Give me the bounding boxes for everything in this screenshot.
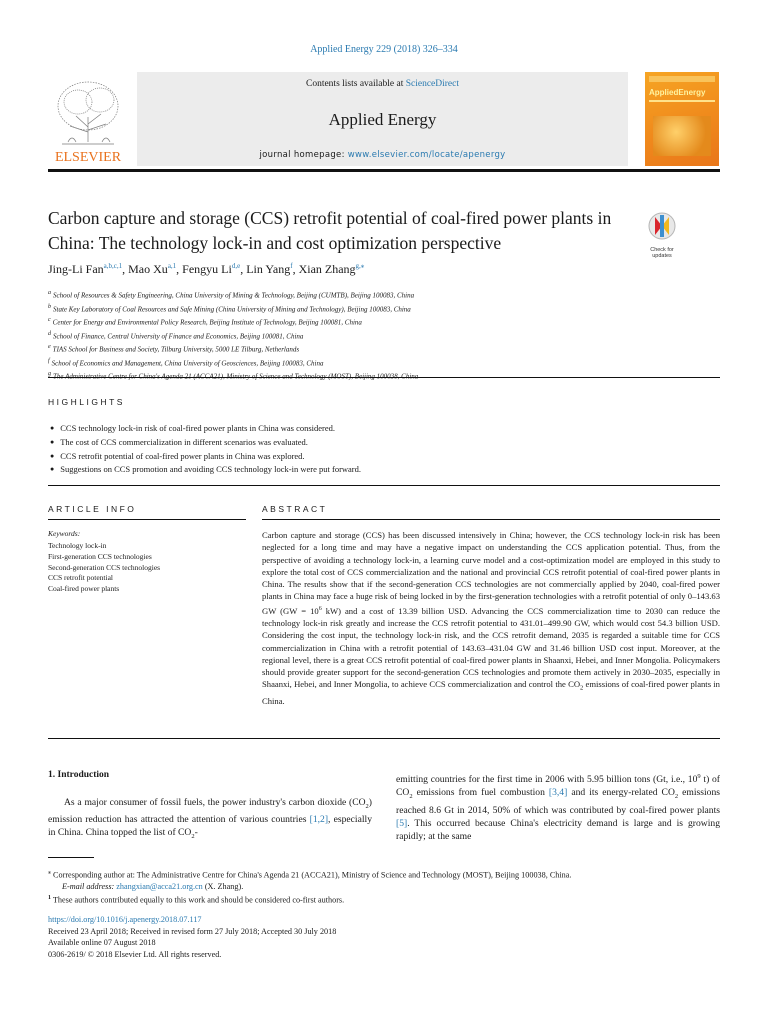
footnotes <box>48 868 720 906</box>
abstract-rule <box>262 519 720 520</box>
elsevier-logo <box>48 72 128 164</box>
body-text: , especially in China. China topped the list of CO <box>48 814 372 839</box>
check-for-updates-button[interactable] <box>642 212 682 262</box>
elsevier-tree-icon <box>48 72 128 164</box>
affiliation-list <box>48 288 720 383</box>
header-rule <box>48 169 720 172</box>
subscript: 2 <box>191 833 195 841</box>
homepage-line <box>137 150 628 160</box>
affiliation-item <box>48 342 720 356</box>
cover-band <box>649 76 715 82</box>
received-dates: Received 23 April 2018; Received in revised form 27 July 2018; Accepted 30 July 2018 <box>48 926 337 936</box>
abstract-subscript: 2 <box>580 685 584 693</box>
contents-line <box>137 79 628 89</box>
affiliation-item <box>48 369 720 383</box>
copyright-line: 0306-2619/ © 2018 Elsevier Ltd. All rights reserved. <box>48 949 222 959</box>
abstract-exponent: 6 <box>318 605 322 612</box>
footnote-text: These authors contributed equally to this work and should be considered co-first authors. <box>51 895 345 905</box>
cover-title <box>649 88 705 97</box>
body-text: As a major consumer of fossil fuels, the power industry's carbon dioxide (CO <box>64 797 366 808</box>
author-name[interactable]: Fengyu Li <box>182 262 232 276</box>
abstract-part2: kW) and a cost of 13.39 billion USD. Advancing the CCS commercialization time to 2030 can reduce the technology lock-in risk greatly and increase the CCS retrofit potential to 431.01–499.90 GW, which would cost 54.3 billion USD. Considering the cost input, the technology lock-in risk, and the CCS retrofit demand, 2035 is regarded a suitable time for CCS commercialization in China with a retrofit potential of 143.63–431.04 GW and 31.46 billion USD cost input. Moreover, at the regional level, there is a great CCS retrofit potential of coal-fired power plants in Shaanxi, Hebei, and Inner Mongolia. Policymakers should provide greater support for the second-generation CCS technologies and promote them actively in 2030–2035, especially in Shaanxi, Hebei, and Inner Mongolia, to achieve CCS commercialization and control the CO <box>262 605 721 690</box>
article-info-heading: ARTICLE INFO <box>48 504 137 514</box>
keyword-item: Technology lock-in <box>48 541 107 550</box>
highlight-item: ● Suggestions on CCS promotion and avoiding CCS technology lock-in were put forward. <box>50 463 710 477</box>
affiliation-text: School of Finance, Central University of Finance and Economics, Beijing 100081, China <box>53 331 304 340</box>
online-date: Available online 07 August 2018 <box>48 938 156 947</box>
abstract-part3: emissions of coal-fired power plants in China. <box>262 679 720 707</box>
affiliation-item <box>48 315 720 329</box>
author-name[interactable]: Jing-Li Fan <box>48 262 104 276</box>
author-affiliation-marks[interactable]: d,e <box>231 262 241 270</box>
affiliation-key: g <box>48 371 51 378</box>
keyword-item: First-generation CCS technologies <box>48 551 152 561</box>
journal-title: Applied Energy <box>328 110 437 129</box>
crossmark-label-line1: Check for <box>650 247 674 253</box>
affiliation-item <box>48 356 720 370</box>
keywords-list <box>48 541 160 595</box>
email-suffix: (X. Zhang). <box>202 882 244 892</box>
keyword-item: Coal-fired power plants <box>48 584 120 594</box>
keyword-item: Second-generation CCS technologies <box>48 562 161 572</box>
affiliation-key: c <box>48 317 51 324</box>
crossmark-label-line2: updates <box>652 253 672 259</box>
contents-prefix: Contents lists available at <box>305 79 406 89</box>
author-list: Jing-Li Fan$^{a,b,c,1}$, Mao Xu$^{a,1}$, Fengyu Li$^{d,e}$, Lin Yang$^f$, Xian Zhang$^{g,⁎}$ <box>48 262 365 276</box>
subscript: 2 <box>409 793 413 801</box>
footnote-text: Corresponding author at: The Administrative Centre for China's Agenda 21 (ACCA21), Ministry of Science and Technology (MOST), Beijing 100038, China. <box>51 870 572 880</box>
reference-link[interactable]: [5] <box>396 817 408 829</box>
crossmark-label <box>642 247 682 259</box>
body-text: ) emission reduction has attracted the attention of various countries <box>48 797 372 826</box>
email-link[interactable]: zhangxian@acca21.org.cn <box>116 882 203 892</box>
email-note <box>48 881 720 893</box>
crossmark-icon <box>646 212 678 242</box>
corresponding-author-note <box>48 868 720 881</box>
article-title: Carbon capture and storage (CCS) retrofit potential of coal-fired power plants in China: The technology lock-in and cost optimization perspective <box>48 208 612 253</box>
affiliation-item <box>48 288 720 302</box>
affiliation-item <box>48 302 720 316</box>
body-column-right <box>396 770 720 843</box>
superscript: 9 <box>697 773 701 780</box>
reference-link[interactable]: [3,4] <box>548 787 568 799</box>
body-text: t) of CO <box>396 774 720 799</box>
keyword-item: CCS retrofit potential <box>48 573 113 583</box>
elsevier-wordmark: ELSEVIER <box>54 150 122 164</box>
subscript: 2 <box>674 793 679 801</box>
homepage-prefix: journal homepage: <box>259 150 348 160</box>
body-text: emitting countries for the first time in 2006 with 5.95 billion tons (Gt, i.e., 10 <box>396 774 698 786</box>
author-name[interactable]: Xian Zhang <box>298 262 356 276</box>
body-column-left <box>48 796 372 843</box>
affiliation-key: e <box>48 344 51 351</box>
footnote-mark: ⁎ <box>48 870 51 876</box>
highlight-item: ● CCS retrofit potential of coal-fired power plants in China was explored. <box>50 450 710 464</box>
journal-cover-thumbnail[interactable] <box>645 72 719 166</box>
cover-image <box>653 116 711 156</box>
affiliation-item <box>48 329 720 343</box>
author-affiliation-marks[interactable]: a,1 <box>167 262 177 270</box>
cover-title-b: Energy <box>678 88 706 97</box>
cover-title-a: Applied <box>649 88 679 97</box>
affiliation-text: TIAS School for Business and Society, Tilburg University, 5000 LE Tilburg, Netherlands <box>52 345 300 354</box>
abstract-heading: ABSTRACT <box>262 504 328 514</box>
highlights-heading: HIGHLIGHTS <box>48 397 125 407</box>
keywords-label: Keywords: <box>48 529 81 538</box>
subscript: 2 <box>365 802 369 810</box>
co-first-author-note <box>48 893 720 906</box>
publication-info <box>48 914 720 960</box>
author-affiliation-marks[interactable]: g,⁎ <box>355 262 365 270</box>
affiliation-text: School of Resources & Safety Engineering, China University of Mining & Technology, Beijing (CUMTB), Beijing 100083, China <box>53 291 415 300</box>
body-text: . This occurred because China's electricity demand is large and is growing rapidly; at the same <box>396 817 720 842</box>
sciencedirect-link[interactable]: ScienceDirect <box>405 79 459 89</box>
journal-citation-link[interactable]: Applied Energy 229 (2018) 326–334 <box>310 44 458 55</box>
author-name[interactable]: Mao Xu <box>128 262 168 276</box>
affiliation-key: a <box>48 290 51 296</box>
article-info-rule <box>48 519 246 520</box>
body-text: emissions reached 8.6 Gt in 2014, 50% of which was contributed by coal-fired power plants <box>396 787 720 816</box>
highlight-item: ● CCS technology lock-in risk of coal-fired power plants in China was considered. <box>50 422 710 436</box>
reference-link[interactable]: [1,2] <box>309 814 329 826</box>
affiliation-text: State Key Laboratory of Coal Resources and Safe Mining (China University of Mining and Technology), Beijing 100083, China <box>53 304 411 313</box>
highlights-bottom-rule <box>48 485 720 486</box>
email-label: E-mail address: <box>62 882 115 892</box>
affiliation-key: d <box>48 330 51 337</box>
footnote-mark: 1 <box>48 894 51 901</box>
journal-masthead <box>137 72 628 166</box>
affiliation-key: f <box>48 357 50 364</box>
section-heading-introduction: 1. Introduction <box>48 770 110 780</box>
abstract-part1: Carbon capture and storage (CCS) has been discussed intensively in China; however, the CCS technology lock-in risk has been neglected for a long time and may have a negative impact on understanding the CCS application potential. Thus, from the perspective of avoiding a technology lock-in, a learning curve model and a cost-optimization model are employed in this study to explore the total cost of CCS commercialization and the national and provincial CCS retrofit potential of coal-fired power plants in China. The results show that if the second-generation CCS technologies are not commercially applied by 2040, coal-fired power plants in China may face a huge risk of being locked in by the first-generation technologies with a retrofit potential of only 0–143.63 GW (GW = 10 <box>262 530 720 616</box>
affiliation-key: b <box>48 303 51 310</box>
cover-subtitle-bar <box>649 100 715 102</box>
abstract-text <box>262 529 720 708</box>
author-name[interactable]: Lin Yang <box>246 262 291 276</box>
highlights-list <box>50 422 710 477</box>
footnote-rule <box>48 857 94 858</box>
body-text: - <box>194 827 198 839</box>
author-affiliation-marks[interactable]: f <box>290 262 293 270</box>
author-affiliation-marks[interactable]: a,b,c,1 <box>103 262 123 270</box>
homepage-link[interactable]: www.elsevier.com/locate/apenergy <box>347 150 506 160</box>
highlight-item: ● The cost of CCS commercialization in different scenarios was evaluated. <box>50 436 710 450</box>
body-text: and its energy-related CO <box>567 787 675 799</box>
highlights-top-rule <box>48 377 720 378</box>
affiliation-text: Center for Energy and Environmental Policy Research, Beijing Institute of Technology, Beijing 100081, China <box>52 318 362 327</box>
doi-link[interactable]: https://doi.org/10.1016/j.apenergy.2018.07.117 <box>48 915 202 924</box>
body-text: emissions from fuel combustion <box>412 787 549 799</box>
abstract-bottom-rule <box>48 738 720 739</box>
affiliation-text: School of Economics and Management, China University of Geosciences, Beijing 100083, China <box>51 358 324 367</box>
